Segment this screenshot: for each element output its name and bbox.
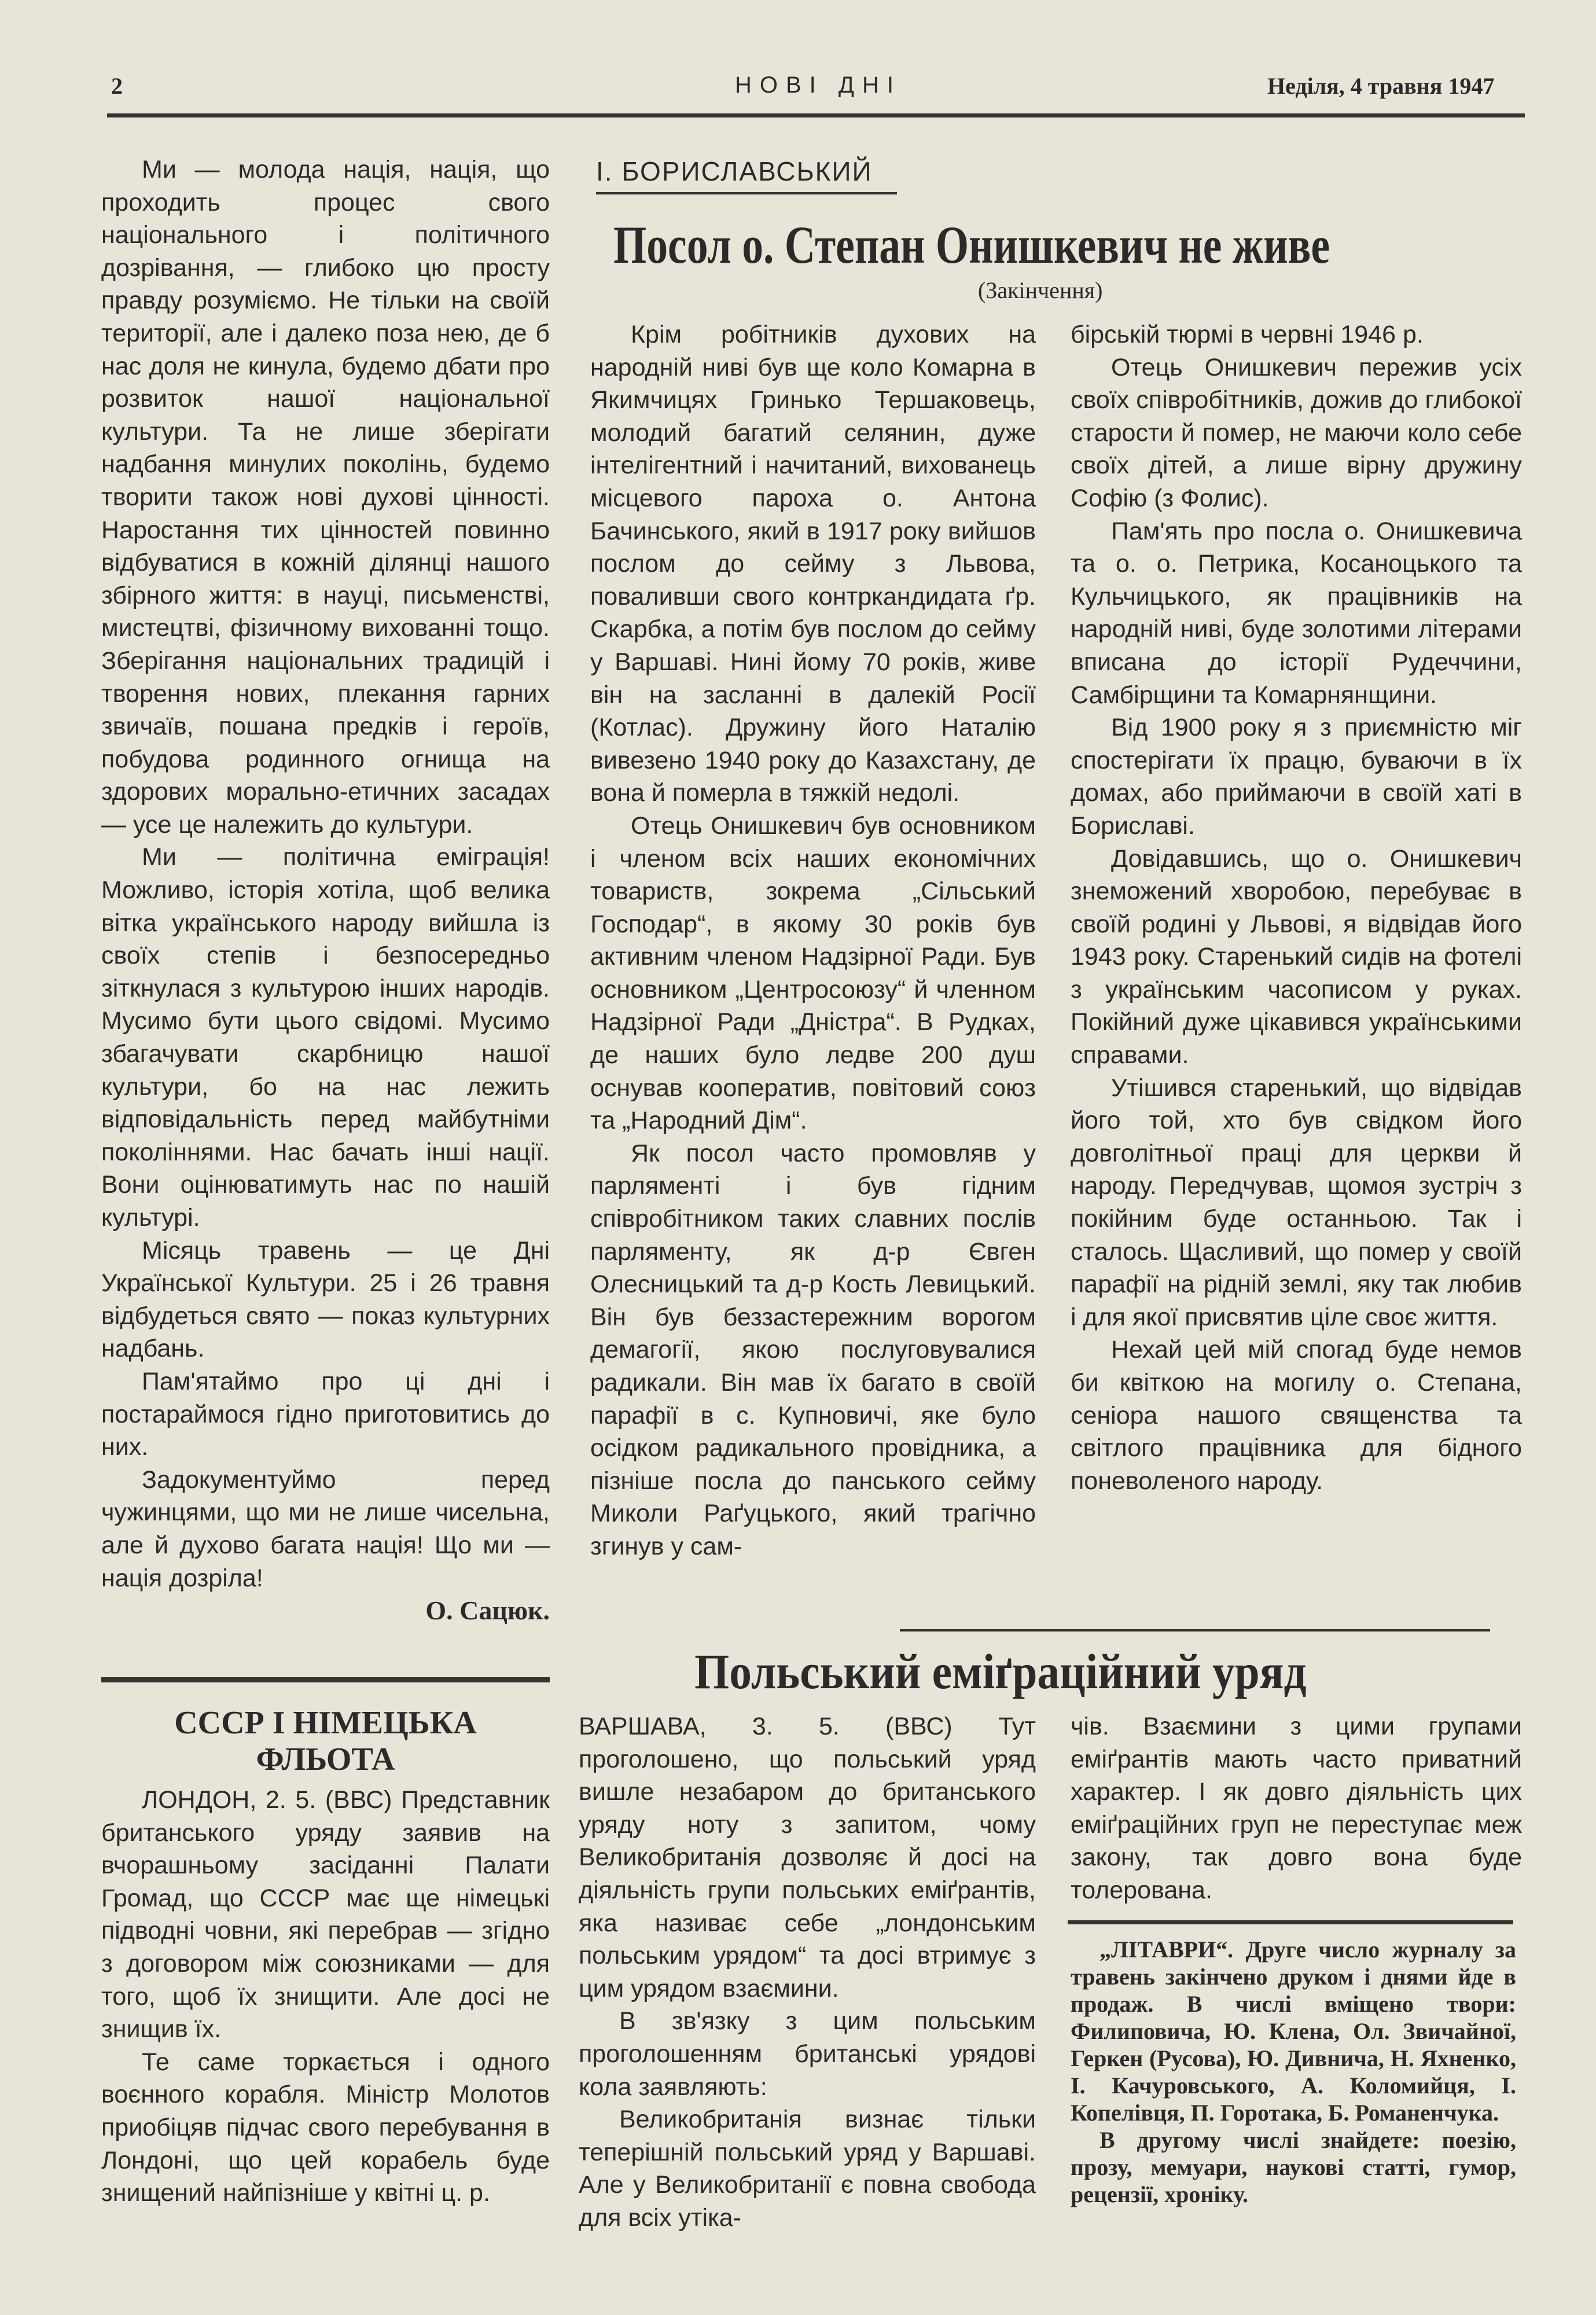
editorial-paragraph: Місяць травень — це Дні Української Культури. 25 і 26 травня відбудеться свято — показ культурних надбань. — [101, 1236, 550, 1363]
polish-column-1 — [579, 1710, 1036, 2260]
obituary-paragraph: Отець Онишкевич пережив усіх своїх співробітників, дожив до глибокої старости й помер, не маючи коло себе своїх дітей, а лише вірну дружину Софію (з Фолис). — [1071, 353, 1522, 512]
obituary-author: І. БОРИСЛАВСЬКИЙ — [596, 156, 873, 186]
polish-paragraph: чів. Взаємини з цими групами еміґрантів мають часто приватний характер. І як довго діяльність цих еміґраційних груп не переступає меж закону, так довго вона буде толерована. — [1071, 1713, 1522, 1904]
editorial-paragraph: Пам'ятаймо про ці дні і постараймося гідно приготовитись до них. — [101, 1367, 550, 1461]
obituary-title: Посол о. Степан Онишкевич не живе — [613, 215, 1330, 274]
ussr-title-line2: ФЛЬОТА — [256, 1741, 395, 1777]
ussr-title-line1: СССР І НІМЕЦЬКА — [174, 1705, 477, 1741]
obituary-column-2 — [1071, 318, 1522, 1620]
obituary-column-1 — [590, 318, 1036, 1620]
obituary-paragraph: Довідавшись, що о. Онишкевич знеможений хворобою, перебуває в своїй родині у Львові, я відвідав його 1943 року. Старенький сидів на фотелі з українським часописом у руках. Покійний дуже цікавився українськими справами. — [1071, 844, 1522, 1070]
obituary-paragraph: Від 1900 року я з приємністю міг спостерігати їх працю, буваючи в їх домах, або приймаючи в своїй хаті в Бориславі. — [1071, 714, 1522, 840]
editorial-rule — [101, 1677, 550, 1682]
polish-paragraph: ВАРШАВА, 3. 5. (ВВС) Тут проголошено, що польський уряд вишле незабаром до британського уряду ноту з запитом, чому Великобританія дозволяє й досі на діяльність групи польських еміґрантів, яка називає себе „лондонським польським урядом“ та досі втримує з цим урядом взаємини. — [579, 1713, 1036, 2002]
obituary-paragraph: Утішився старенький, що відвідав його той, хто був свідком його довголітньої праці для церкви й народу. Передчував, щомоя зустріч з покійним буде останньою. Так і сталось. Щасливий, що помер у своїй парафії на рідній землі, яку так любив і для якої присвятив ціле своє життя. — [1071, 1074, 1522, 1331]
ussr-text — [101, 1784, 550, 2258]
litavry-paragraph: В другому числі знайдете: поезію, прозу, мемуари, наукові статті, гумор, рецензії, хроніку. — [1071, 2127, 1516, 2207]
polish-paragraph: Великобританія визнає тільки теперішній польський уряд у Варшаві. Але у Великобританії є повна свобода для всіх утіка- — [579, 2105, 1036, 2232]
obituary-paragraph: Крім робітників духових на народній ниві був ще коло Комарна в Якимчицях Гринько Тершаковець, молодий багатий селянин, дуже інтелігентний і начитаний, вихованець місцевого пароха о. Антона Бачинського, який в 1917 року вийшов послом до сейму з Львова, поваливши свого контркандидата ґр. Скарбка, а потім був послом до сейму у Варшаві. Нині йому 70 років, живе він на засланні в далекій Росії (Котлас). Дружину його Наталію вивезено 1940 року до Казахстану, де вона й померла в тяжкій недолі. — [590, 321, 1036, 807]
editorial-author: О. Сацюк. — [425, 1596, 550, 1626]
paper-title: НОВІ ДНІ — [735, 72, 902, 98]
obituary-paragraph: Пам'ять про посла о. Онишкевича та о. о. Петрика, Косаноцького та Кульчицького, як працівників на народній ниві, буде золотими літерами вписана до історії Рудеччини, Самбірщини та Комарнянщини. — [1071, 517, 1522, 709]
editorial-paragraph: Ми — молода нація, нація, що проходить процес свого національного і політичного дозрівання, — глибоко цю просту правду розуміємо. Не тільки на своїй території, але і далеко поза нею, де б нас доля не кинула, будемо дбати про розвиток нашої національної культури. Та не лише зберігати надбання минулих поколінь, будемо творити також нові духові цінності. Наростання тих цінностей повинно відбуватися в кожній ділянці нашого збірного життя: в науці, письменстві, мистецтві, фізичному вихованні тощо. Зберігання національних традицій і творення нових, плекання гарних звичаїв, пошана предків і героїв, побудова родинного огнища на здорових морально-етичних засадах — усе це належить до культури. — [101, 156, 550, 839]
editorial-text — [101, 153, 550, 1635]
issue-date: Неділя, 4 травня 1947 — [1267, 73, 1495, 99]
obituary-end-rule — [900, 1629, 1490, 1631]
obituary-paragraph: Як посол часто промовляв у парляменті і був гідним співробітником таких славних послів парляменту, як д-р Євген Олесницький та д-р Кость Левицький. Він був беззастережним ворогом демагогії, якою послуговувалися радикали. Він мав їх багато в своїй парафії в с. Купновичі, яке було осідком радикального провідника, а пізніше посла до панського сейму Миколи Раґуцького, який трагічно згинув у сам- — [590, 1139, 1036, 1560]
polish-title: Польський еміґраційний уряд — [694, 1644, 1307, 1699]
obituary-paragraph: Отець Онишкевич був основником і членом всіх наших економічних товариств, зокрема „Сільський Господар“, в якому 30 років був активним членом Надзірної Ради. Був основником „Центросоюзу“ й членном Надзірної Ради „Дністра“. В Рудках, де наших було ледве 200 душ оснував кооператив, повітовий союз та „Народний Дім“. — [590, 811, 1036, 1135]
polish-paragraph: В зв'язку з цим польським проголошенням британські урядові кола заявляють: — [579, 2007, 1036, 2101]
ussr-paragraph: Те саме торкається і одного воєнного корабля. Міністр Молотов приобіцяв підчас свого перебування в Лондоні, що цей корабель буде знищений найпізніше у квітні ц. р. — [101, 2048, 550, 2207]
page-number: 2 — [111, 73, 123, 99]
editorial-paragraph: Задокументуймо перед чужинцями, що ми не лише чисельна, але й духово багата нація! Що ми — нація дозріла! — [101, 1465, 550, 1592]
ussr-paragraph: ЛОНДОН, 2. 5. (ВВС) Представник британського уряду заявив на вчорашньому засіданні Палати Громад, що СССР має ще німецькі підводні човни, які перебрав — згідно з договором між союзниками — для того, щоб їх знищити. Але досі не знищив їх. — [101, 1786, 550, 2044]
obituary-subtitle: (Закінчення) — [978, 277, 1103, 303]
obituary-author-rule — [596, 192, 897, 194]
obituary-paragraph: бірській тюрмі в червні 1946 р. — [1071, 321, 1424, 348]
header-rule — [107, 113, 1525, 117]
obituary-paragraph: Нехай цей мій спогад буде немов би квіткою на могилу о. Степана, сеніора нашого священства та світлого працівника для бідного поневоленого народу. — [1071, 1336, 1522, 1495]
litavry-paragraph: „ЛІТАВРИ“. Друге число журналу за травень закінчено друком і днями йде в продаж. В числі вміщено твори: Филиповича, Ю. Клена, Ол. Звичайної, Геркен (Русова), Ю. Дивнича, Н. Яхненко, І. Качуровського, А. Коломийця, І. Копелівця, П. Горотака, Б. Романенчука. — [1071, 1936, 1516, 2126]
litavry-rule — [1068, 1920, 1513, 1924]
editorial-paragraph: Ми — політична еміграція! Можливо, історія хотіла, щоб велика вітка українського народу вийшла із своїх степів і безпосередньо зіткнулася з культурою інших народів. Мусимо бути цього свідомі. Мусимо збагачувати скарбницю нашої культури, бо на нас лежить відповідальність перед майбутніми поколіннями. Нас бачать інші нації. Вони оцінюватимуть нас по нашій культурі. — [101, 843, 550, 1232]
litavry-notice — [1071, 1936, 1516, 2260]
polish-column-2 — [1071, 1710, 1522, 1904]
